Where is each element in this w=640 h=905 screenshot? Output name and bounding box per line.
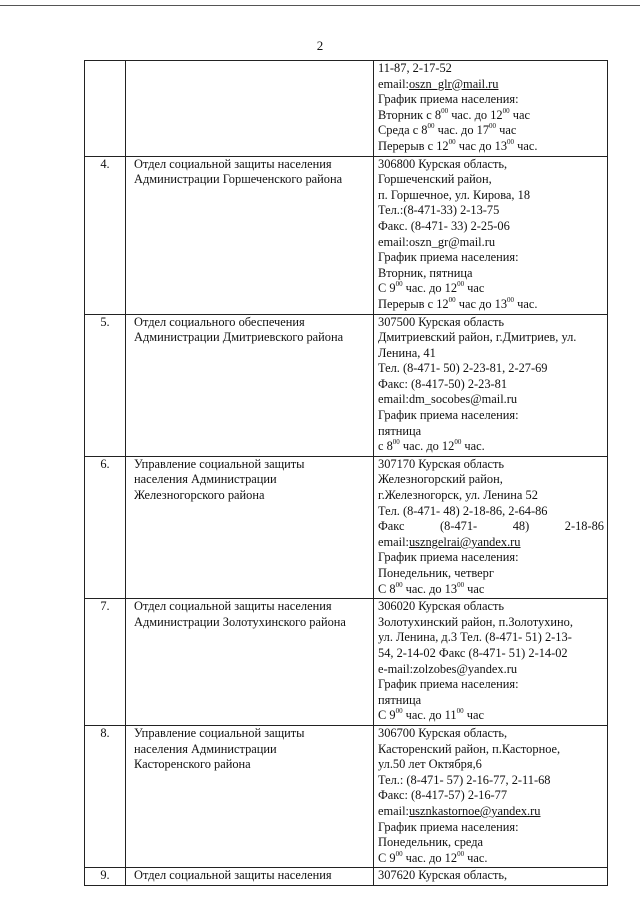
organization-cell: Управление социальной защиты населения Администрации Касторенского района — [126, 725, 374, 867]
contact-info-cell: 306700 Курская область, Касторенский район, п.Касторное, ул.50 лет Октября,6 Тел.: (8-471- 57) 2-16-77, 2-11-68 Факс: (8-417-57) 2-16-77 email:usznkastornoe@yandex.ru График приема населения: Понедельник, среда С $9^{00}$ час. до $12^{00}$ час. — [374, 725, 608, 867]
row-number: 4. — [85, 156, 126, 314]
table-row — [85, 599, 608, 726]
table-row — [85, 314, 608, 456]
contact-info-cell: 11-87, 2-17-52 email:oszn_glr@mail.ru График приема населения: Вторник с $8^{00}$ час. до $12^{00}$ час Среда с $8^{00}$ час. до $17^{00}$ час Перерыв с $12^{00}$ час до $13^{00}$ час. — [374, 61, 608, 157]
table-row — [85, 156, 608, 314]
table-row — [85, 456, 608, 598]
row-number — [85, 61, 126, 157]
contacts-table — [84, 60, 603, 886]
top-border-line — [0, 5, 640, 6]
row-number: 7. — [85, 599, 126, 726]
email-text[interactable]: email:dm_socobes@mail.ru — [378, 392, 518, 407]
organization-cell — [126, 61, 374, 157]
table-row — [85, 61, 608, 157]
contact-info-cell: 307500 Курская область Дмитриевский район, г.Дмитриев, ул. Ленина, 41 Тел. (8-471- 50) 2-23-81, 2-27-69 Факс: (8-417-50) 2-23-81 email:dm_socobes@mail.ru График приема населения: пятница с $8^{00}$ час. до $12^{00}$ час. — [374, 314, 608, 456]
organization-cell: Отдел социального обеспечения Администрации Дмитриевского района — [126, 314, 374, 456]
email-link[interactable]: oszn_glr@mail.ru — [408, 76, 499, 91]
contact-info-cell: 307170 Курская область Железногорский район, г.Железногорск, ул. Ленина 52 Тел. (8-471- 48) 2-18-86, 2-64-86 Факс (8-471- 48) 2-18-86 email:uszngelrai@yandex.ru График приема населения: Понедельник, четверг С $8^{00}$ час. до $13^{00}$ час — [374, 456, 608, 598]
row-number: 9. — [85, 868, 126, 886]
organization-cell: Отдел социальной защиты населения Администрации Горшеченского района — [126, 156, 374, 314]
organization-cell: Отдел социальной защиты населения — [126, 868, 374, 886]
row-number: 5. — [85, 314, 126, 456]
email-text[interactable]: e-mail:zolzobes@yandex.ru — [378, 661, 518, 676]
email-text[interactable]: email:oszn_gr@mail.ru — [378, 234, 496, 249]
email-link[interactable]: uszngelrai@yandex.ru — [408, 534, 521, 549]
email-link[interactable]: usznkastornoe@yandex.ru — [408, 803, 541, 818]
organization-cell: Отдел социальной защиты населения Администрации Золотухинского района — [126, 599, 374, 726]
organization-cell: Управление социальной защиты населения Администрации Железногорского района — [126, 456, 374, 598]
row-number: 6. — [85, 456, 126, 598]
contact-info-cell: 307620 Курская область, — [374, 868, 608, 886]
contact-info-cell: 306800 Курская область, Горшеченский район, п. Горшечное, ул. Кирова, 18 Тел.:(8-471-33) 2-13-75 Факс. (8-471- 33) 2-25-06 email:oszn_gr@mail.ru График приема населения: Вторник, пятница С $9^{00}$ час. до $12^{00}$ час Перерыв с $12^{00}$ час до $13^{00}$ час. — [374, 156, 608, 314]
row-number: 8. — [85, 725, 126, 867]
page-number: 2 — [316, 38, 324, 53]
contact-info-cell: 306020 Курская область Золотухинский район, п.Золотухино, ул. Ленина, д.3 Тел. (8-471- 51) 2-13- 54, 2-14-02 Факс (8-471- 51) 2-14-02 e-mail:zolzobes@yandex.ru График приема населения: пятница С $9^{00}$ час. до $11^{00}$ час — [374, 599, 608, 726]
table-row — [85, 725, 608, 867]
table-row — [85, 868, 608, 886]
